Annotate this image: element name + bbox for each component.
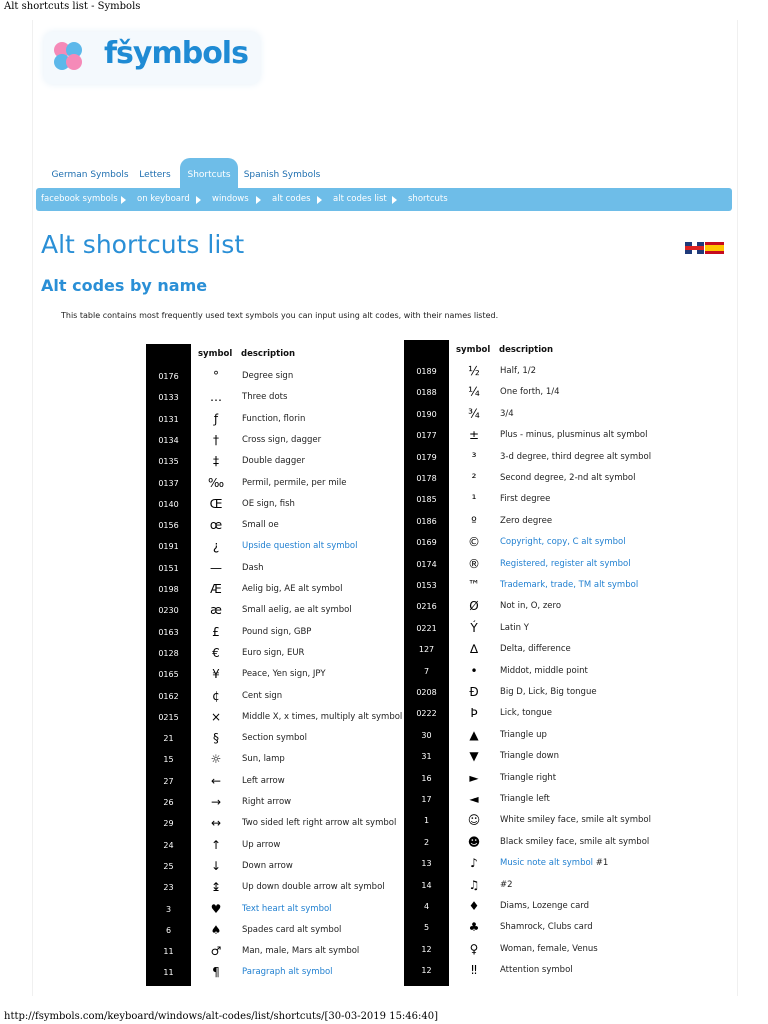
symbol-description: #2 [500,879,513,890]
symbol-glyph: — [210,560,222,575]
symbol-glyph: ° [213,369,219,383]
symbol-description: Double dagger [242,456,305,467]
symbol-glyph: ³ [471,449,477,464]
alt-code: 30 [421,730,432,740]
symbol-glyph: ¹ [471,492,477,507]
symbol-glyph: ¿ [212,539,220,554]
symbol-glyph: ☺ [467,813,481,828]
symbol-glyph: © [468,535,480,550]
symbol-glyph: ♦ [468,899,480,913]
symbol-glyph: Ð [469,685,479,699]
breadcrumb-item[interactable]: alt codes [272,194,311,204]
alt-code: 0185 [416,495,437,505]
symbol-glyph: ± [468,428,480,443]
symbol-glyph: ‰ [207,475,225,490]
page-title: Alt shortcuts list [41,230,245,259]
alt-code: 11 [163,947,174,957]
alt-code: 12 [421,944,432,954]
symbol-description: Dash [242,562,264,573]
left-symbol-header: symbol [198,349,233,359]
symbol-description: Woman, female, Venus [500,943,598,954]
tab-letters[interactable]: Letters [139,170,171,180]
symbol-description: Second degree, 2-nd alt symbol [500,473,636,483]
symbol-description: Aelig big, AE alt symbol [242,584,343,594]
print-footer: http://fsymbols.com/keyboard/windows/alt-codes/list/shortcuts/[30-03-2019 15:46:40] [4,1011,439,1022]
symbol-description: Up down double arrow alt symbol [242,882,385,893]
alt-code: 0174 [416,559,437,569]
symbol-glyph: Þ [470,706,478,721]
symbol-glyph: ♀ [469,941,479,956]
symbol-glyph: ☻ [467,834,481,849]
alt-code: 0163 [158,627,179,637]
symbol-description: Function, florin [242,413,306,424]
alt-code: 2 [423,837,430,847]
alt-code: 16 [421,773,432,783]
symbol-description: Plus - minus, plusminus alt symbol [500,430,648,441]
symbol-description: Black smiley face, smile alt symbol [500,836,650,847]
symbol-glyph: ‼ [471,963,477,978]
alt-code: 0177 [416,431,437,441]
symbol-description: Zero degree [500,515,553,526]
alt-code: 24 [163,840,174,850]
alt-code: 3 [165,904,172,914]
breadcrumb-item[interactable]: facebook symbols [41,194,118,204]
symbol-glyph: ► [469,770,479,785]
symbol-description: Euro sign, EUR [242,647,305,658]
alt-code: 0165 [158,670,179,680]
breadcrumb-item[interactable]: windows [212,194,249,204]
chevron-right-icon [196,196,201,204]
symbol-description: OE sign, fish [242,498,295,509]
symbol-description: Two sided left right arrow alt symbol [242,818,397,829]
symbol-description: Left arrow [242,775,285,786]
chevron-right-icon [121,196,126,204]
alt-code: 0186 [416,516,437,526]
symbol-glyph: ♣ [468,920,480,935]
symbol-glyph: € [212,645,220,660]
symbol-description: Delta, difference [500,644,571,655]
symbol-glyph: × [210,709,222,724]
symbol-description: Middle X, x times, multiply alt symbol [242,711,403,722]
alt-code: 0208 [416,688,437,697]
symbol-glyph: ™ [468,578,480,592]
symbol-description: Peace, Yen sign, JPY [242,669,326,680]
symbol-description: Shamrock, Clubs card [500,922,593,933]
alt-code: 31 [421,752,432,762]
breadcrumb-item[interactable]: on keyboard [137,194,190,204]
symbol-glyph: ♪ [470,856,478,871]
alt-code: 0189 [416,367,437,376]
alt-code: 4 [423,902,430,911]
alt-code: 0178 [416,474,437,483]
symbol-description: Right arrow [242,797,292,807]
symbol-glyph: ¾ [468,406,480,421]
alt-code: 0215 [158,712,179,722]
alt-code: 14 [421,880,432,890]
alt-code: 0153 [416,581,437,590]
alt-code: 0230 [158,606,179,616]
alt-code: 0198 [158,585,179,594]
alt-code: 0151 [158,563,179,573]
symbol-glyph: ¢ [212,688,220,703]
symbol-link[interactable]: Text heart alt symbol [242,903,332,914]
symbol-glyph: ‡ [213,454,219,469]
symbol-glyph: • [470,663,478,678]
section-title: Alt codes by name [41,276,208,295]
symbol-glyph: ♫ [468,877,480,892]
alt-code: 0188 [416,388,437,398]
symbol-link[interactable]: Upside question alt symbol [242,541,358,552]
left-description-header: description [241,349,296,359]
symbol-description: Not in, O, zero [500,601,562,612]
alt-code: 0156 [158,521,179,531]
symbol-description: Big D, Lick, Big tongue [500,687,597,697]
symbol-glyph: Ø [469,599,479,614]
symbol-glyph: … [210,390,222,405]
alt-code: 0134 [158,435,179,445]
symbol-description: Triangle up [500,729,547,740]
symbol-description: Sun, lamp [242,754,285,765]
alt-code: 25 [163,861,174,871]
symbol-description: Permil, permile, per mile [242,477,347,488]
breadcrumb-item[interactable]: shortcuts [408,194,448,204]
symbol-glyph: Æ [210,582,222,596]
symbol-glyph: ☼ [210,752,222,767]
symbol-description[interactable] [242,536,357,557]
symbol-description: Triangle left [500,794,550,804]
alt-code: 0162 [158,691,179,701]
alt-code: 5 [423,923,430,933]
breadcrumb [36,188,732,211]
symbol-link[interactable]: Paragraph alt symbol [242,967,333,978]
alt-code: 29 [163,819,174,829]
alt-code: 11 [163,968,174,978]
symbol-link[interactable]: Music note alt symbol [500,858,594,869]
tab-german-symbols[interactable]: German Symbols [51,170,129,180]
symbol-glyph: ▲ [469,727,479,742]
symbol-description: Small oe [242,520,279,531]
alt-code: 13 [421,859,432,869]
symbol-description: Attention symbol [500,965,573,976]
alt-code: 23 [163,883,174,893]
symbol-glyph: ¶ [212,965,220,980]
symbol-glyph: ▼ [469,749,479,764]
alt-code: 127 [418,645,435,655]
symbol-glyph: ↔ [210,816,222,831]
symbol-description: Latin Y [500,622,529,633]
intro-text: This table contains most frequently used text symbols you can input using alt codes, with their names listed. [61,311,499,320]
symbol-description: Lick, tongue [500,708,553,719]
symbol-glyph: œ [209,518,223,533]
symbol-description: Cent sign [242,690,283,701]
symbol-description: Small aelig, ae alt symbol [242,605,352,616]
alt-code: 15 [163,755,174,765]
symbol-link[interactable]: Trademark, trade, TM alt symbol [500,580,639,590]
alt-code: 7 [423,666,430,676]
symbol-description: Spades card alt symbol [242,924,342,935]
symbol-glyph: † [213,432,219,447]
breadcrumb-item[interactable]: alt codes list [333,194,387,204]
chevron-right-icon [317,196,322,204]
symbol-description: First degree [500,494,551,505]
symbol-glyph: § [213,731,219,746]
symbol-glyph: ¥ [212,667,220,682]
symbol-glyph: Ý [470,620,478,635]
uk-flag-icon[interactable] [685,242,704,254]
symbol-description[interactable] [500,554,631,575]
symbol-suffix: #1 [593,858,609,869]
logo-text: fšymbols [104,36,248,71]
chevron-right-icon [256,196,261,204]
symbol-description: Degree sign [242,371,294,381]
alt-code: 0137 [158,478,179,488]
symbol-description: 3-d degree, third degree alt symbol [500,451,652,462]
alt-code: 17 [421,795,432,804]
symbol-glyph: ∆ [469,642,479,657]
symbol-description: White smiley face, smile alt symbol [500,815,651,826]
symbol-description: Man, male, Mars alt symbol [242,946,360,957]
symbol-description: Half, 1/2 [500,366,537,376]
symbol-description: Triangle down [500,751,560,762]
symbol-description: Cross sign, dagger [242,434,322,445]
symbol-glyph: → [210,795,222,809]
symbol-glyph: Œ [209,496,223,511]
alt-code: 26 [163,798,174,807]
alt-code: 0140 [158,499,179,509]
symbol-glyph: ² [471,471,477,485]
symbol-glyph: ♥ [210,901,222,916]
alt-code: 1 [423,816,430,826]
symbol-description: Pound sign, GBP [242,626,312,637]
alt-code: 27 [163,776,174,786]
alt-code: 0221 [416,623,437,633]
logo-mark-icon [66,54,82,70]
symbol-glyph: ¼ [468,385,480,400]
symbol-description: 3/4 [500,408,514,419]
alt-code: 0128 [158,648,179,658]
spain-flag-icon[interactable] [705,242,724,254]
symbol-description: One forth, 1/4 [500,387,560,398]
symbol-glyph: ↨ [210,880,222,895]
site-logo[interactable] [44,32,260,84]
symbol-description: Middot, middle point [500,665,588,676]
symbol-link[interactable]: Copyright, copy, C alt symbol [500,537,626,548]
alt-code: 0169 [416,538,437,548]
symbol-description[interactable] [500,532,626,553]
symbol-glyph: ♂ [210,944,222,959]
symbol-glyph: ◄ [469,792,479,806]
symbol-description: Triangle right [500,772,557,783]
alt-code: 0179 [416,452,437,462]
alt-code: 0216 [416,602,437,612]
alt-code: 0190 [416,409,437,419]
symbol-description[interactable] [242,899,332,920]
symbol-description: Section symbol [242,733,307,744]
print-header: Alt shortcuts list - Symbols [4,1,141,12]
symbol-description[interactable] [500,853,608,874]
symbol-description: Diams, Lozenge card [500,901,590,911]
alt-code: 12 [421,966,432,976]
symbol-glyph: ƒ [213,411,219,426]
alt-code: 0131 [158,414,179,424]
symbol-description: Three dots [242,392,288,403]
symbol-glyph: £ [212,624,220,639]
symbol-glyph: º [471,513,477,528]
symbol-description: Down arrow [242,860,293,871]
tab-spanish-symbols[interactable]: Spanish Symbols [243,170,321,180]
symbol-glyph: ↑ [210,837,222,852]
right-description-header: description [499,345,554,355]
symbol-description: Up arrow [242,839,281,850]
symbol-description[interactable] [500,575,638,596]
alt-code: 0135 [158,457,179,467]
alt-code: 0222 [416,709,437,719]
alt-code: 0176 [158,372,179,381]
tab-shortcuts[interactable]: Shortcuts [180,158,238,188]
symbol-glyph: ← [210,773,222,788]
alt-code: 21 [163,734,174,744]
symbol-glyph: ♠ [210,922,222,937]
symbol-glyph: ↓ [210,858,222,873]
alt-code: 0191 [158,542,179,552]
symbol-description[interactable] [242,962,333,983]
symbol-link[interactable]: Registered, register alt symbol [500,558,631,569]
alt-code: 6 [165,925,172,935]
chevron-right-icon [392,196,397,204]
alt-code: 0133 [158,393,179,403]
right-symbol-header: symbol [456,345,491,355]
symbol-glyph: ® [468,556,480,571]
symbol-glyph: æ [210,603,222,618]
symbol-glyph: ½ [468,364,480,378]
